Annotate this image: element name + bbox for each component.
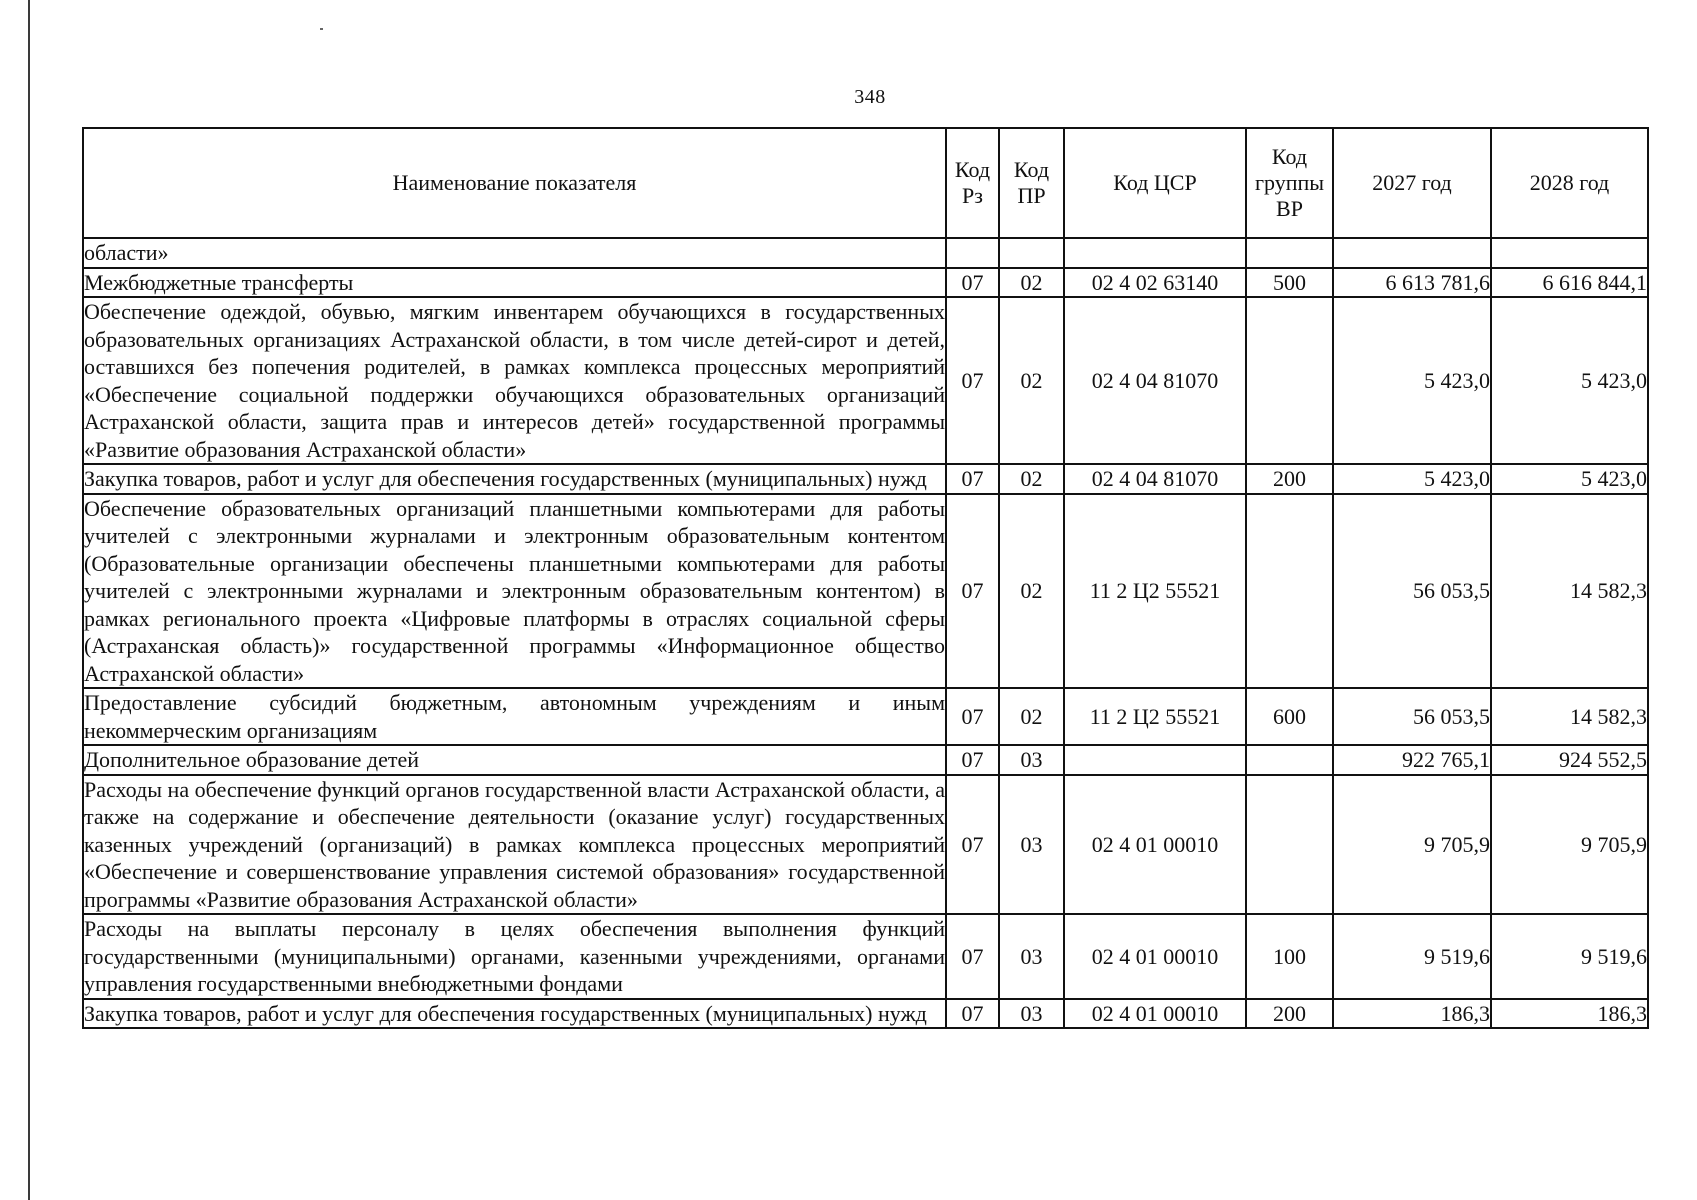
row-name: Расходы на выплаты персоналу в целях обеспечения выполнения функций государственными (муниципальными) органами, казенными учреждениями, органами управления государственными внебюджетными фондами — [83, 914, 946, 999]
table-row — [83, 268, 1648, 298]
row-vr — [1246, 297, 1333, 464]
row-csr: 11 2 Ц2 55521 — [1064, 494, 1246, 689]
header-pr: Код ПР — [999, 128, 1064, 238]
table-row — [83, 745, 1648, 775]
row-2028: 5 423,0 — [1491, 297, 1648, 464]
row-rz: 07 — [946, 914, 999, 999]
header-rz: Код Рз — [946, 128, 999, 238]
header-2027: 2027 год — [1333, 128, 1491, 238]
row-csr: 02 4 04 81070 — [1064, 464, 1246, 494]
row-csr: 11 2 Ц2 55521 — [1064, 688, 1246, 745]
row-csr: 02 4 04 81070 — [1064, 297, 1246, 464]
row-2028: 924 552,5 — [1491, 745, 1648, 775]
row-2027: 6 613 781,6 — [1333, 268, 1491, 298]
row-name: Предоставление субсидий бюджетным, автономным учреждениям и иным некоммерческим организациям — [83, 688, 946, 745]
row-csr: 02 4 01 00010 — [1064, 999, 1246, 1029]
row-rz: 07 — [946, 745, 999, 775]
row-2028: 9 705,9 — [1491, 775, 1648, 915]
table-row — [83, 999, 1648, 1029]
row-rz: 07 — [946, 297, 999, 464]
table-row — [83, 464, 1648, 494]
row-vr: 200 — [1246, 999, 1333, 1029]
row-vr: 500 — [1246, 268, 1333, 298]
row-rz: 07 — [946, 999, 999, 1029]
row-vr: 100 — [1246, 914, 1333, 999]
row-pr: 03 — [999, 745, 1064, 775]
header-name: Наименование показателя — [83, 128, 946, 238]
row-rz: 07 — [946, 688, 999, 745]
row-2028: 5 423,0 — [1491, 464, 1648, 494]
row-pr: 02 — [999, 464, 1064, 494]
row-vr: 200 — [1246, 464, 1333, 494]
row-2028: 14 582,3 — [1491, 688, 1648, 745]
scan-speck — [320, 28, 323, 30]
row-2027: 5 423,0 — [1333, 297, 1491, 464]
page-number: 348 — [854, 86, 886, 108]
row-2028: 9 519,6 — [1491, 914, 1648, 999]
row-name: области» — [83, 238, 946, 268]
row-pr: 02 — [999, 688, 1064, 745]
header-csr: Код ЦСР — [1064, 128, 1246, 238]
row-rz: 07 — [946, 775, 999, 915]
row-name: Обеспечение образовательных организаций планшетными компьютерами для работы учителей с электронными журналами и электронным образовательным контентом (Образовательные организации обеспечены планшетными компьютерами для работы учителей с электронными журналами и электронным образовательным контентом) в рамках регионального проекта «Цифровые платформы в отраслях социальной сферы (Астраханская область)» государственной программы «Информационное общество Астраханской области» — [83, 494, 946, 689]
row-2027: 186,3 — [1333, 999, 1491, 1029]
row-2028 — [1491, 238, 1648, 268]
row-pr: 03 — [999, 914, 1064, 999]
row-rz: 07 — [946, 494, 999, 689]
row-pr: 02 — [999, 494, 1064, 689]
row-pr: 03 — [999, 999, 1064, 1029]
margin-line — [28, 0, 30, 1200]
row-rz: 07 — [946, 268, 999, 298]
table-row — [83, 238, 1648, 268]
row-rz: 07 — [946, 464, 999, 494]
row-2028: 186,3 — [1491, 999, 1648, 1029]
table-row — [83, 775, 1648, 915]
row-2027: 922 765,1 — [1333, 745, 1491, 775]
row-2028: 6 616 844,1 — [1491, 268, 1648, 298]
row-vr: 600 — [1246, 688, 1333, 745]
row-2027: 56 053,5 — [1333, 494, 1491, 689]
row-2027: 56 053,5 — [1333, 688, 1491, 745]
row-csr: 02 4 01 00010 — [1064, 775, 1246, 915]
table-row — [83, 688, 1648, 745]
row-pr: 03 — [999, 775, 1064, 915]
row-csr — [1064, 238, 1246, 268]
header-vr: Код группы ВР — [1246, 128, 1333, 238]
row-name: Закупка товаров, работ и услуг для обеспечения государственных (муниципальных) нужд — [83, 999, 946, 1029]
row-2027: 9 519,6 — [1333, 914, 1491, 999]
row-2027 — [1333, 238, 1491, 268]
row-name: Дополнительное образование детей — [83, 745, 946, 775]
row-vr — [1246, 238, 1333, 268]
table-row — [83, 914, 1648, 999]
row-rz — [946, 238, 999, 268]
table-row — [83, 494, 1648, 689]
header-2028: 2028 год — [1491, 128, 1648, 238]
row-pr — [999, 238, 1064, 268]
budget-table — [82, 127, 1649, 1029]
header-row — [83, 128, 1648, 238]
row-name: Расходы на обеспечение функций органов государственной власти Астраханской области, а также на содержание и обеспечение деятельности (оказание услуг) государственных казенных учреждений (организаций) в рамках комплекса процессных мероприятий «Обеспечение и совершенствование управления системой образования» государственной программы «Развитие образования Астраханской области» — [83, 775, 946, 915]
row-vr — [1246, 494, 1333, 689]
row-csr: 02 4 01 00010 — [1064, 914, 1246, 999]
row-name: Межбюджетные трансферты — [83, 268, 946, 298]
row-pr: 02 — [999, 297, 1064, 464]
row-name: Обеспечение одеждой, обувью, мягким инвентарем обучающихся в государственных образовательных организациях Астраханской области, в том числе детей-сирот и детей, оставшихся без попечения родителей, в рамках комплекса процессных мероприятий «Обеспечение социальной поддержки обучающихся образовательных организаций Астраханской области, защита прав и интересов детей» государственной программы «Развитие образования Астраханской области» — [83, 297, 946, 464]
row-2027: 9 705,9 — [1333, 775, 1491, 915]
row-csr: 02 4 02 63140 — [1064, 268, 1246, 298]
row-2028: 14 582,3 — [1491, 494, 1648, 689]
row-2027: 5 423,0 — [1333, 464, 1491, 494]
row-vr — [1246, 745, 1333, 775]
row-name: Закупка товаров, работ и услуг для обеспечения государственных (муниципальных) нужд — [83, 464, 946, 494]
row-csr — [1064, 745, 1246, 775]
row-vr — [1246, 775, 1333, 915]
table-row — [83, 297, 1648, 464]
row-pr: 02 — [999, 268, 1064, 298]
